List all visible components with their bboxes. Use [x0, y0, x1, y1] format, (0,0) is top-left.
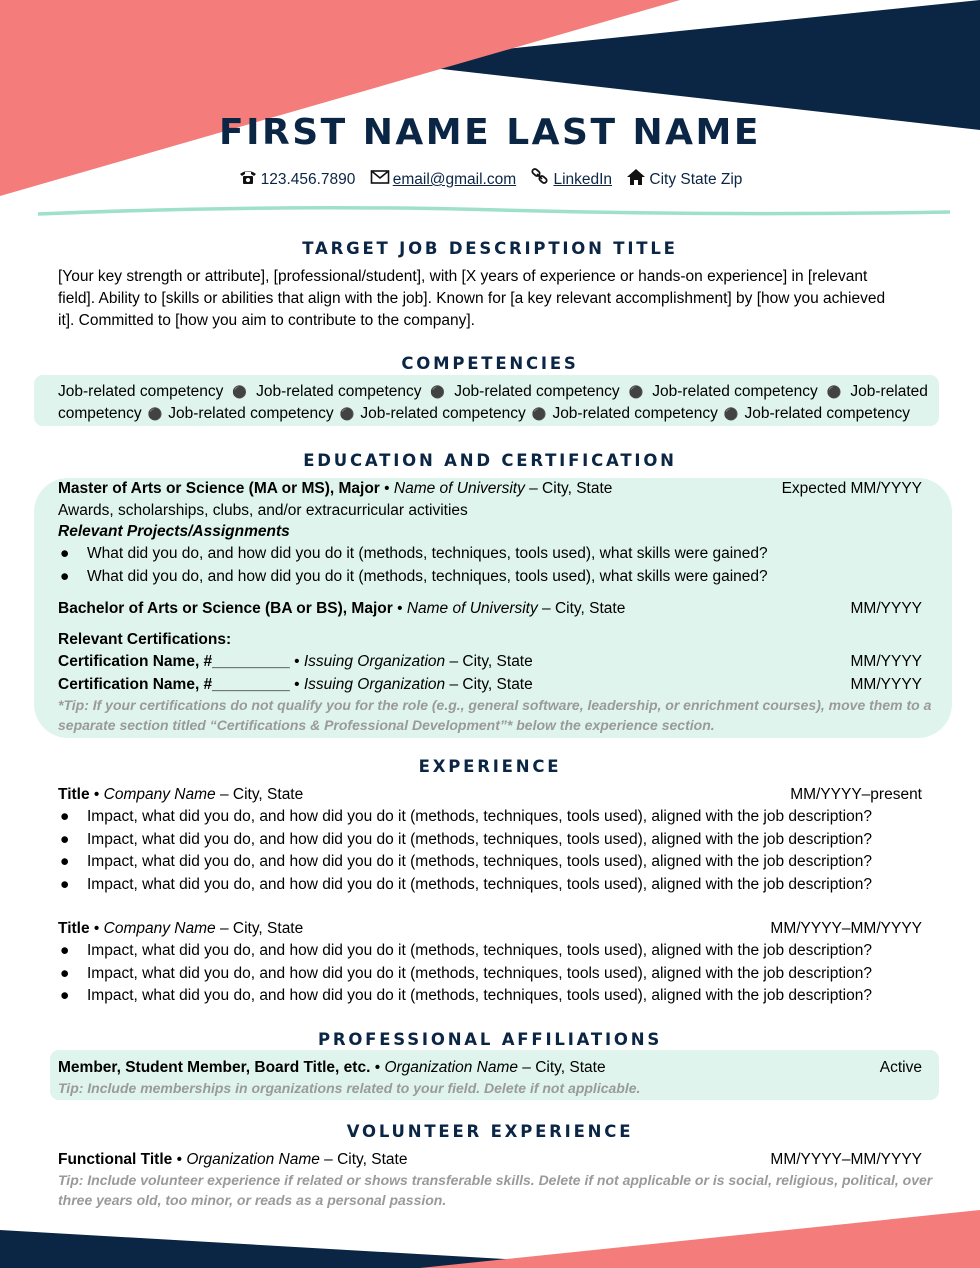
university: Name of University: [393, 480, 525, 497]
competency-line: [58, 381, 928, 403]
competency-separator: ⚫: [339, 407, 355, 421]
tip-line: three years old, too minor, or reads as a personal passion.: [58, 1192, 447, 1208]
contact-bar: [0, 168, 980, 189]
job-header-row: [58, 784, 922, 806]
bullet: •: [176, 1151, 182, 1168]
certifications-label: Relevant Certifications:: [58, 631, 232, 648]
bullet: •: [384, 480, 390, 497]
contact-linkedin[interactable]: [530, 168, 612, 189]
envelope-icon: [370, 168, 390, 186]
awards-line: Awards, scholarships, clubs, and/or extracurricular activities: [58, 502, 468, 519]
summary-line: it]. Committed to [how you aim to contribute to the company].: [58, 312, 475, 329]
volunteer-tip: [58, 1170, 933, 1210]
candidate-name: FIRST NAME LAST NAME: [219, 112, 761, 153]
summary-text: [58, 266, 938, 332]
location: – City, State: [524, 480, 613, 497]
bullet: •: [93, 920, 100, 937]
date: MM/YYYY–MM/YYYY: [770, 1151, 922, 1168]
affiliations-tip: Tip: Include memberships in organizations related to your field. Delete if not applicable.: [58, 1080, 641, 1096]
issuing-org: Issuing Organization: [303, 676, 446, 693]
list-item-text: Impact, what did you do, and how did you do it (methods, techniques, tools used), aligned with the job description?: [87, 876, 872, 893]
location: – City, State: [537, 600, 626, 617]
bullet: •: [374, 1059, 381, 1076]
bullet: •: [294, 653, 300, 670]
bullet-dot: ●: [60, 965, 70, 982]
competency-separator: ⚫: [232, 385, 248, 399]
competency: Job-related competency: [256, 383, 422, 400]
phone-number: 123.456.7890: [260, 171, 356, 188]
bullet-dot: ●: [60, 876, 70, 893]
bullet: •: [294, 676, 300, 693]
tip-line: *Tip: If your certifications do not qualify you for the role (e.g., general software, leadership, or enrichment courses), move them to a: [58, 697, 932, 713]
location-text: City State Zip: [649, 171, 743, 188]
degree: Master of Arts or Science (MA or MS), Major: [58, 480, 380, 497]
list-item-text: Impact, what did you do, and how did you do it (methods, techniques, tools used), aligned with the job description?: [87, 831, 872, 848]
bottom-coral-banner: [420, 1210, 980, 1268]
location: – City, State: [517, 1059, 606, 1076]
linkedin-link[interactable]: LinkedIn: [553, 171, 613, 188]
competency-separator: ⚫: [723, 407, 739, 421]
cert-name: Certification Name, #_________: [58, 676, 290, 693]
list-item-text: What did you do, and how did you do it (methods, techniques, tools used), what skills were gained?: [87, 568, 768, 585]
bullet-dot: ●: [60, 568, 70, 585]
home-icon: [626, 168, 646, 186]
university: Name of University: [406, 600, 538, 617]
competencies-list: [58, 381, 928, 425]
company: Company Name: [103, 920, 216, 937]
job-title: Title: [58, 920, 90, 937]
cert-name: Certification Name, #_________: [58, 653, 290, 670]
summary-heading: TARGET JOB DESCRIPTION TITLE: [302, 239, 678, 258]
education-heading: EDUCATION AND CERTIFICATION: [303, 451, 677, 470]
competency: Job-related: [850, 383, 928, 400]
bullet-dot: ●: [60, 853, 70, 870]
list-item-text: Impact, what did you do, and how did you do it (methods, techniques, tools used), aligned with the job description?: [87, 987, 872, 1004]
competency-line: [58, 403, 910, 425]
top-coral-banner: [0, 0, 680, 196]
bullet-dot: ●: [60, 987, 70, 1004]
competency: Job-related competency: [552, 405, 718, 422]
list-item-text: What did you do, and how did you do it (methods, techniques, tools used), what skills were gained?: [87, 545, 768, 562]
affiliations-heading: PROFESSIONAL AFFILIATIONS: [317, 1030, 663, 1049]
bullet-dot: ●: [60, 545, 70, 562]
organization: Organization Name: [186, 1151, 320, 1168]
location: – City, State: [215, 920, 304, 937]
date: Expected MM/YYYY: [781, 480, 922, 497]
bullet: •: [397, 600, 403, 617]
competency: Job-related competency: [168, 405, 334, 422]
date: MM/YYYY: [850, 676, 922, 693]
location: – City, State: [319, 1151, 408, 1168]
list-item-text: Impact, what did you do, and how did you do it (methods, techniques, tools used), aligned with the job description?: [87, 808, 872, 825]
tip-line: Tip: Include volunteer experience if related or shows transferable skills. Delete if not applicable or is social, religious, political, over: [58, 1172, 933, 1188]
degree: Bachelor of Arts or Science (BA or BS), Major: [58, 600, 393, 617]
organization: Organization Name: [384, 1059, 518, 1076]
tip-line: separate section titled “Certifications & Professional Development”* below the experience section.: [58, 717, 715, 733]
bullet: •: [93, 786, 100, 803]
date: MM/YYYY–present: [790, 786, 922, 803]
list-item-text: Impact, what did you do, and how did you do it (methods, techniques, tools used), aligned with the job description?: [87, 965, 872, 982]
certification-tip: [58, 695, 932, 735]
contact-email[interactable]: [370, 168, 516, 189]
projects-label: Relevant Projects/Assignments: [58, 523, 290, 540]
summary-line: field]. Ability to [skills or abilities that align with the job]. Known for [a key relevant accomplishment] by [how you achieved: [58, 290, 886, 307]
bullet-dot: ●: [60, 831, 70, 848]
bachelors-row: [58, 598, 922, 620]
summary-line: [Your key strength or attribute], [professional/student], with [X years of experience or hands-on experience] in [relevant: [58, 268, 868, 285]
bullet-dot: ●: [60, 808, 70, 825]
competency-separator: ⚫: [531, 407, 547, 421]
competency-separator: ⚫: [628, 385, 644, 399]
date: MM/YYYY: [850, 600, 922, 617]
email-link[interactable]: email@gmail.com: [392, 171, 517, 188]
competency-separator: ⚫: [826, 385, 842, 399]
issuing-org: Issuing Organization: [303, 653, 446, 670]
volunteer-role: Functional Title: [58, 1151, 173, 1168]
list-item-text: Impact, what did you do, and how did you do it (methods, techniques, tools used), aligned with the job description?: [87, 853, 872, 870]
experience-heading: EXPERIENCE: [418, 757, 562, 776]
link-icon: [530, 168, 550, 186]
date: MM/YYYY: [850, 653, 922, 670]
volunteer-heading: VOLUNTEER EXPERIENCE: [346, 1122, 634, 1141]
certification-row: [58, 674, 922, 696]
volunteer-row: [58, 1149, 922, 1171]
competency: Job-related competency: [58, 383, 224, 400]
header-divider-wave: [0, 204, 980, 220]
date: MM/YYYY–MM/YYYY: [770, 920, 922, 937]
competency-separator: ⚫: [430, 385, 446, 399]
status: Active: [879, 1059, 922, 1076]
certification-row: [58, 651, 922, 673]
bullet-dot: ●: [60, 942, 70, 959]
location: – City, State: [445, 676, 533, 693]
competency: Job-related competency: [744, 405, 910, 422]
competency: Job-related competency: [454, 383, 620, 400]
location: – City, State: [445, 653, 533, 670]
company: Company Name: [103, 786, 216, 803]
competency: Job-related competency: [360, 405, 526, 422]
contact-phone[interactable]: [238, 168, 356, 189]
job-header-row: [58, 918, 922, 940]
competency: Job-related competency: [652, 383, 818, 400]
contact-location: [626, 168, 742, 189]
list-item-text: Impact, what did you do, and how did you do it (methods, techniques, tools used), aligned with the job description?: [87, 942, 872, 959]
location: – City, State: [215, 786, 304, 803]
affiliation-row: [58, 1057, 922, 1079]
competencies-heading: COMPETENCIES: [401, 354, 579, 373]
competency-separator: ⚫: [147, 407, 163, 421]
job-title: Title: [58, 786, 90, 803]
phone-icon: [238, 168, 258, 186]
competency: competency: [58, 405, 142, 422]
affiliation-role: Member, Student Member, Board Title, etc.: [58, 1059, 371, 1076]
masters-row: [58, 478, 922, 500]
